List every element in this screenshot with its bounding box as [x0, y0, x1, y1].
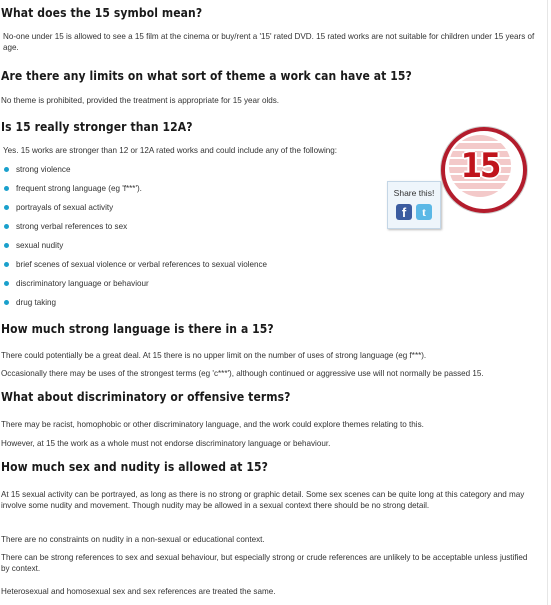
content-list — [0, 164, 267, 316]
paragraph: Occasionally there may be uses of the strongest terms (eg 'c***'), although continued or aggressive use will not normally be passed 15. — [1, 369, 484, 378]
paragraph: No-one under 15 is allowed to see a 15 film at the cinema or buy/rent a '15' rated DVD. 15 rated works are not suitable for children under 15 years of age. — [3, 32, 535, 52]
bullet-icon — [4, 224, 9, 229]
list-item: strong violence — [0, 164, 267, 183]
twitter-icon[interactable]: t — [416, 204, 432, 220]
heading-stronger-than-12a: Is 15 really stronger than 12A? — [1, 120, 193, 134]
list-item: brief scenes of sexual violence or verbal references to sexual violence — [0, 259, 267, 278]
facebook-icon[interactable]: f — [396, 204, 412, 220]
paragraph: There may be racist, homophobic or other discriminatory language, and the work could explore themes relating to this. — [1, 420, 424, 429]
bullet-icon — [4, 281, 9, 286]
bullet-icon — [4, 167, 9, 172]
list-item: drug taking — [0, 297, 267, 316]
bullet-icon — [4, 205, 9, 210]
bullet-icon — [4, 300, 9, 305]
paragraph: At 15 sexual activity can be portrayed, as long as there is no strong or graphic detail. Some sex scenes can be quite long at this category and may involve some nudity and movement. Though nudity may be allowed in a sexual context there should be no strong detail. — [1, 490, 525, 510]
share-label: Share this! — [393, 188, 435, 198]
bbfc-15-rating-icon — [441, 127, 527, 213]
heading-theme-limits: Are there any limits on what sort of theme a work can have at 15? — [1, 69, 412, 83]
list-item: sexual nudity — [0, 240, 267, 259]
list-item: strong verbal references to sex — [0, 221, 267, 240]
rating-badge-inner — [449, 135, 511, 197]
paragraph: There could potentially be a great deal. At 15 there is no upper limit on the number of uses of strong language (eg f***). — [1, 351, 427, 360]
paragraph: However, at 15 the work as a whole must not endorse discriminatory language or behaviour. — [1, 439, 331, 448]
paragraph: There are no constraints on nudity in a non-sexual or educational context. — [1, 535, 265, 544]
list-item: portrayals of sexual activity — [0, 202, 267, 221]
bullet-icon — [4, 186, 9, 191]
heading-15-symbol: What does the 15 symbol mean? — [1, 6, 203, 20]
bullet-icon — [4, 243, 9, 248]
paragraph: Heterosexual and homosexual sex and sex references are treated the same. — [1, 587, 276, 596]
paragraph: No theme is prohibited, provided the treatment is appropriate for 15 year olds. — [1, 96, 280, 105]
share-widget — [387, 181, 441, 229]
heading-discriminatory-terms: What about discriminatory or offensive terms? — [1, 390, 291, 404]
right-border — [547, 0, 548, 605]
heading-strong-language: How much strong language is there in a 15? — [1, 322, 274, 336]
paragraph: Yes. 15 works are stronger than 12 or 12A rated works and could include any of the following: — [3, 146, 337, 155]
bullet-icon — [4, 262, 9, 267]
list-item: discriminatory language or behaviour — [0, 278, 267, 297]
rating-number: 15 — [460, 146, 500, 186]
list-item: frequent strong language (eg 'f***'). — [0, 183, 267, 202]
heading-sex-and-nudity: How much sex and nudity is allowed at 15? — [1, 460, 268, 474]
paragraph: There can be strong references to sex and sexual behaviour, but especially strong or crude references are unlikely to be acceptable unless justified by context. — [1, 553, 528, 573]
